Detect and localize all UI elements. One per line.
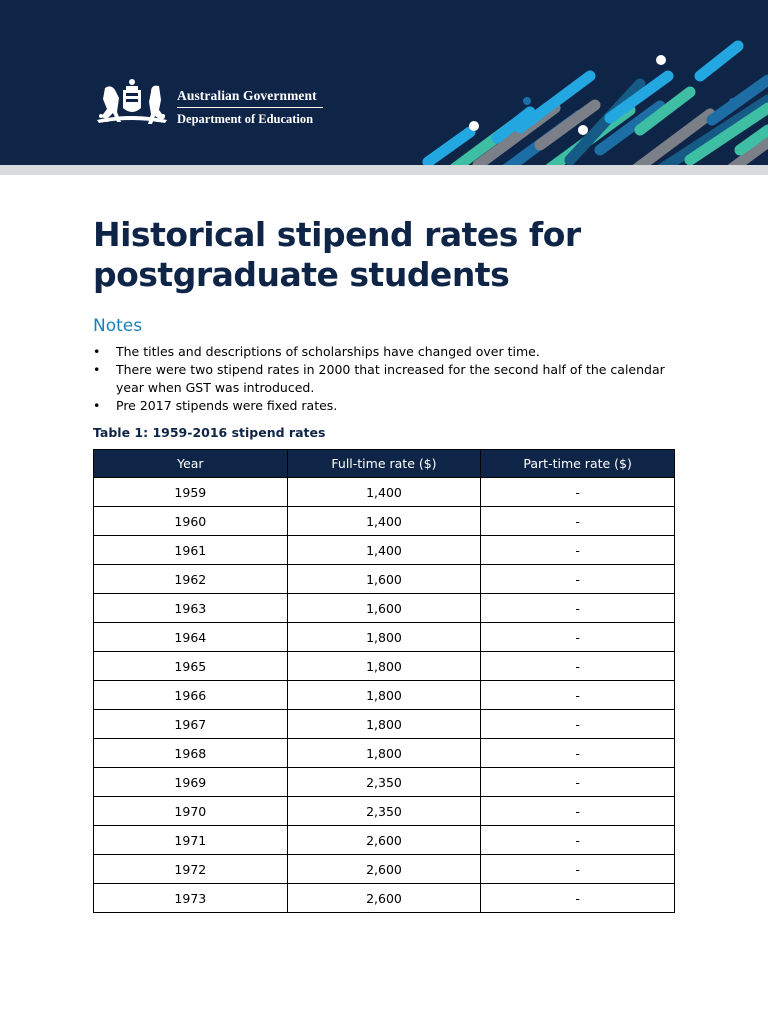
bullet-icon: • (93, 362, 101, 377)
year-cell: 1965 (94, 652, 288, 681)
full-time-cell: 1,800 (287, 623, 481, 652)
full-time-cell: 2,600 (287, 826, 481, 855)
year-cell: 1959 (94, 478, 288, 507)
column-header-full-time: Full-time rate ($) (287, 450, 481, 478)
table-row (94, 565, 675, 594)
list-item (93, 343, 668, 361)
table-row (94, 594, 675, 623)
part-time-cell: - (481, 594, 675, 623)
notes-heading: Notes (93, 316, 143, 336)
part-time-cell: - (481, 826, 675, 855)
table-row (94, 739, 675, 768)
table-row (94, 623, 675, 652)
page-title: Historical stipend rates for postgraduate students (93, 215, 581, 294)
part-time-cell: - (481, 652, 675, 681)
decorative-stripes (0, 0, 768, 165)
year-cell: 1961 (94, 536, 288, 565)
year-cell: 1962 (94, 565, 288, 594)
notes-list (93, 343, 668, 415)
part-time-cell: - (481, 565, 675, 594)
department-name: Department of Education (177, 112, 314, 126)
org-name: Australian Government (177, 88, 323, 108)
full-time-cell: 2,600 (287, 855, 481, 884)
year-cell: 1960 (94, 507, 288, 536)
year-cell: 1964 (94, 623, 288, 652)
full-time-cell: 1,800 (287, 739, 481, 768)
part-time-cell: - (481, 536, 675, 565)
bullet-icon: • (93, 344, 101, 359)
table-row (94, 681, 675, 710)
note-text: Pre 2017 stipends were fixed rates. (116, 398, 338, 413)
table-row (94, 507, 675, 536)
part-time-cell: - (481, 884, 675, 913)
list-item (93, 397, 668, 415)
part-time-cell: - (481, 681, 675, 710)
full-time-cell: 1,600 (287, 594, 481, 623)
year-cell: 1973 (94, 884, 288, 913)
table-row (94, 884, 675, 913)
part-time-cell: - (481, 507, 675, 536)
table-row (94, 652, 675, 681)
note-text: The titles and descriptions of scholarships have changed over time. (116, 344, 540, 359)
year-cell: 1971 (94, 826, 288, 855)
full-time-cell: 1,800 (287, 681, 481, 710)
full-time-cell: 2,350 (287, 768, 481, 797)
year-cell: 1966 (94, 681, 288, 710)
table-row (94, 536, 675, 565)
part-time-cell: - (481, 623, 675, 652)
full-time-cell: 1,400 (287, 507, 481, 536)
table-row (94, 826, 675, 855)
list-item (93, 361, 668, 397)
year-cell: 1963 (94, 594, 288, 623)
part-time-cell: - (481, 797, 675, 826)
part-time-cell: - (481, 855, 675, 884)
full-time-cell: 1,600 (287, 565, 481, 594)
table-row (94, 478, 675, 507)
table-row (94, 710, 675, 739)
year-cell: 1972 (94, 855, 288, 884)
stipend-rates-table (93, 449, 675, 913)
full-time-cell: 1,800 (287, 652, 481, 681)
year-cell: 1969 (94, 768, 288, 797)
column-header-year: Year (94, 450, 288, 478)
table-caption: Table 1: 1959-2016 stipend rates (93, 425, 326, 440)
year-cell: 1968 (94, 739, 288, 768)
table-row (94, 797, 675, 826)
header-banner (0, 0, 768, 165)
bullet-icon: • (93, 398, 101, 413)
banner-divider (0, 165, 768, 175)
part-time-cell: - (481, 739, 675, 768)
table-row (94, 768, 675, 797)
part-time-cell: - (481, 768, 675, 797)
full-time-cell: 1,400 (287, 478, 481, 507)
part-time-cell: - (481, 710, 675, 739)
part-time-cell: - (481, 478, 675, 507)
year-cell: 1967 (94, 710, 288, 739)
table-header-row (94, 450, 675, 478)
full-time-cell: 1,400 (287, 536, 481, 565)
year-cell: 1970 (94, 797, 288, 826)
full-time-cell: 2,350 (287, 797, 481, 826)
column-header-part-time: Part-time rate ($) (481, 450, 675, 478)
full-time-cell: 2,600 (287, 884, 481, 913)
note-text: There were two stipend rates in 2000 that increased for the second half of the calendar year when GST was introduced. (116, 362, 665, 395)
full-time-cell: 1,800 (287, 710, 481, 739)
table-row (94, 855, 675, 884)
